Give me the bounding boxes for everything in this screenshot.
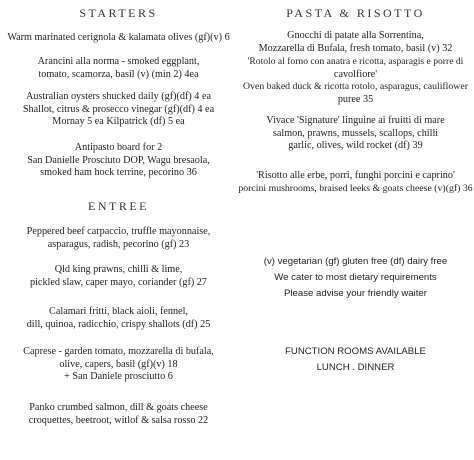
menu-item-line: Qld king prawns, chilli & lime, <box>54 264 183 275</box>
menu-item-line: 'Risotto alle erbe, porri, funghi porcini e caprino' <box>256 170 455 181</box>
menu-item-line: porcini mushrooms, braised leeks & goats cheese (v)(gf) 36 <box>238 182 473 194</box>
service-times: LUNCH . DINNER <box>316 362 395 373</box>
menu-item <box>0 306 237 331</box>
menu-item-line: Warm marinated cerignola & kalamata olives (gf)(v) 6 <box>7 32 230 43</box>
menu-item-line: Peppered beef carpaccio, truffle mayonnaise, <box>26 226 211 237</box>
menu-item <box>237 115 474 153</box>
menu-item-line: Vivace 'Signature' linguine ai fruitti di mare <box>266 115 445 126</box>
menu-item <box>237 30 474 55</box>
menu-item-line: puree 35 <box>337 93 374 105</box>
menu-item-line: garlic, olives, wild rocket (df) 39 <box>288 140 423 152</box>
menu-item <box>0 56 237 81</box>
menu-item-line: Mornay 5 ea Kilpatrick (df) 5 ea <box>52 116 185 128</box>
menu-item-line: pickled slaw, caper mayo, coriander (gf) 27 <box>30 276 207 288</box>
waiter-note: Please advise your friendly waiter <box>284 288 427 299</box>
menu-item <box>237 56 474 106</box>
menu-item-line: Panko crumbed salmon, dill & goats cheese <box>29 402 208 413</box>
menu-item-line: olive, capers, basil (gf)(v) 18 <box>59 358 178 370</box>
menu-item <box>0 264 237 289</box>
menu-item-line: Caprese - garden tomato, mozzarella di bufala, <box>23 346 214 357</box>
menu-item-line: Gnocchi di patate alla Sorrentina, <box>287 30 424 41</box>
menu-item-line: San Danielle Prosciuto DOP, Wagu bresaola, <box>27 154 210 166</box>
dietary-note: We cater to most dietary requirements <box>274 272 437 283</box>
menu-item-line: + San Daniele prosciutto 6 <box>64 371 173 383</box>
starters-heading: STARTERS <box>79 6 158 20</box>
menu-item <box>0 226 237 251</box>
menu-item-line: asparagus, radish, pecorino (gf) 23 <box>47 238 190 250</box>
dietary-legend: (v) vegetarian (gf) gluten free (df) dairy free <box>263 256 448 267</box>
menu-item-line: tomato, scamorza, basil (v) (min 2) 4ea <box>38 68 199 80</box>
menu-item-line: salmon, prawns, mussels, scallops, chilli <box>272 127 439 139</box>
menu-item-line: Calamari fritti, black aioli, fennel, <box>49 306 188 317</box>
menu-item <box>0 91 237 129</box>
menu-item <box>0 346 237 384</box>
menu-item <box>0 32 237 45</box>
menu-item-line: Shallot, citrus & prosecco vinegar (gf)(df) 4 ea <box>22 103 215 115</box>
menu-item-line: Arancini alla norma - smoked eggplant, <box>37 56 200 67</box>
menu-item <box>0 402 237 427</box>
menu-item <box>0 142 237 180</box>
menu-item-line: Oven baked duck & ricotta rotolo, asparagus, cauliflower <box>243 81 468 93</box>
menu-item-line: Mozzarella di Bufala, fresh tomato, basil (v) 32 <box>258 42 453 54</box>
pasta-risotto-heading: PASTA & RISOTTO <box>286 6 425 20</box>
menu-item-line: Antipasto board for 2 <box>74 142 163 153</box>
menu-item-line: dill, quinoa, radicchio, crispy shallots (df) 25 <box>26 318 211 330</box>
menu-item-line: croquettes, beetroot, witlof & salsa rosso 22 <box>28 414 209 426</box>
menu-item-line: Australian oysters shucked daily (gf)(df) 4 ea <box>25 91 211 102</box>
menu-item-line: 'Rotolo al forno con anatra e ricotta, asparagis e porre di <box>247 56 464 67</box>
entree-heading: ENTREE <box>88 199 149 213</box>
menu-item-line: smoked ham hock terrine, pecorino 36 <box>40 167 197 179</box>
function-rooms-note: FUNCTION ROOMS AVAILABLE <box>285 346 426 357</box>
menu-item-line: cavolfiore' <box>333 68 378 80</box>
menu-item <box>237 170 474 195</box>
